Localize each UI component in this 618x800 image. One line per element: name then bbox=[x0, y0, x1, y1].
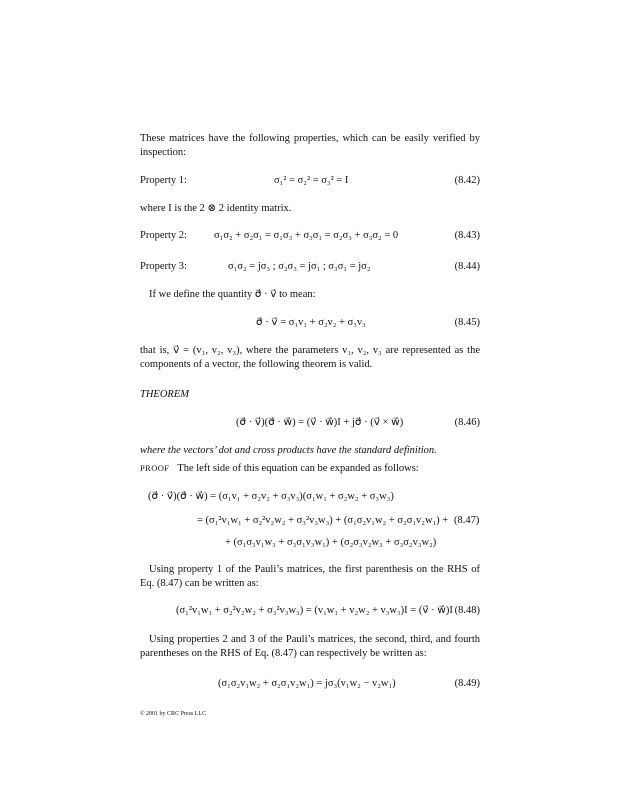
property-2-row bbox=[140, 229, 480, 243]
property-2-equation: σ₁σ₂ + σ₂σ₁ = σ₁σ₃ + σ₃σ₁ = σ₂σ₃ + σ₃σ₂ = 0 bbox=[214, 230, 399, 241]
equation-8-47-line-2: = (σ₁²v₁w₁ + σ₂²v₂w₂ + σ₃²v₃w₃) + (σ₁σ₂v₁w₂ + σ₂σ₁v₂w₁) + bbox=[197, 515, 449, 526]
property-3-label: Property 3: bbox=[140, 261, 187, 272]
property-1-label: Property 1: bbox=[140, 175, 187, 186]
equation-8-49-row bbox=[140, 677, 480, 691]
equation-number-8-48: (8.48) bbox=[454, 605, 480, 616]
proof-paragraph bbox=[140, 461, 480, 476]
equation-8-45-row bbox=[140, 316, 480, 330]
intro-paragraph: These matrices have the following properties, which can be easily verified by inspection: bbox=[140, 133, 480, 158]
equation-number-8-49: (8.49) bbox=[454, 678, 480, 689]
theorem-heading: THEOREM bbox=[140, 389, 189, 400]
that-is-paragraph: that is, v⃗ = (v₁, v₂, v₃), where the parameters v₁, v₂, v₃ are represented as the components of a vector, the following theorem is valid. bbox=[140, 345, 480, 370]
equation-number-8-47: (8.47) bbox=[454, 515, 480, 526]
equation-8-49: (σ₁σ₂v₁w₂ + σ₂σ₁v₂w₁) = jσ₃(v₁w₂ − v₂w₁) bbox=[218, 678, 396, 689]
using-property-1-paragraph: Using property 1 of the Pauli’s matrices, the first parenthesis on the RHS of Eq. (8.47) can be written as: bbox=[140, 564, 480, 589]
equation-number-8-46: (8.46) bbox=[454, 417, 480, 428]
equation-8-47-line-1: (σ⃗ · v⃗)(σ⃗ · w⃗) = (σ₁v₁ + σ₂v₂ + σ₃v₃)(σ₁w₁ + σ₂w₂ + σ₃w₃) bbox=[148, 491, 394, 502]
copyright-footer: © 2001 by CRC Press LLC bbox=[140, 711, 207, 717]
property-3-equation: σ₁σ₂ = jσ₃ ; σ₂σ₃ = jσ₁ ; σ₃σ₁ = jσ₂ bbox=[228, 261, 371, 272]
equation-8-45: σ⃗ · v⃗ = σ₁v₁ + σ₂v₂ + σ₃v₃ bbox=[256, 317, 366, 328]
equation-8-47-line-3: + (σ₁σ₃v₁w₃ + σ₃σ₁v₃w₁) + (σ₂σ₃v₂w₃ + σ₃σ₂v₃w₂) bbox=[225, 537, 437, 548]
equation-number-8-42: (8.42) bbox=[454, 175, 480, 186]
equation-8-46-row bbox=[140, 416, 480, 430]
property-3-row bbox=[140, 260, 480, 274]
define-paragraph: If we define the quantity σ⃗ · v⃗ to mean: bbox=[149, 289, 316, 300]
equation-8-48: (σ₁²v₁w₁ + σ₂²v₂w₂ + σ₃²v₃w₃) = (v₁w₁ + v₂w₂ + v₃w₃)I = (v⃗ · w⃗)I bbox=[176, 605, 453, 616]
proof-text: The left side of this equation can be expanded as follows: bbox=[177, 463, 419, 474]
equation-number-8-45: (8.45) bbox=[454, 317, 480, 328]
proof-label: PROOF bbox=[140, 463, 170, 473]
property-2-label: Property 2: bbox=[140, 230, 187, 241]
identity-note: where I is the 2 ⊗ 2 identity matrix. bbox=[140, 203, 292, 214]
using-properties-2-3-paragraph: Using properties 2 and 3 of the Pauli’s matrices, the second, third, and fourth parentheses on the RHS of Eq. (8.47) can respectively be written as: bbox=[140, 634, 480, 659]
equation-8-48-row bbox=[140, 604, 480, 618]
vectors-note: where the vectors’ dot and cross products have the standard definition. bbox=[140, 445, 437, 456]
equation-number-8-43: (8.43) bbox=[454, 230, 480, 241]
equation-number-8-44: (8.44) bbox=[454, 261, 480, 272]
property-1-equation: σ₁² = σ₂² = σ₃² = I bbox=[274, 175, 349, 186]
equation-8-46: (σ⃗ · v⃗)(σ⃗ · w⃗) = (v⃗ · w⃗)I + jσ⃗ · (v⃗ × w⃗) bbox=[236, 417, 404, 428]
property-1-row bbox=[140, 174, 480, 188]
